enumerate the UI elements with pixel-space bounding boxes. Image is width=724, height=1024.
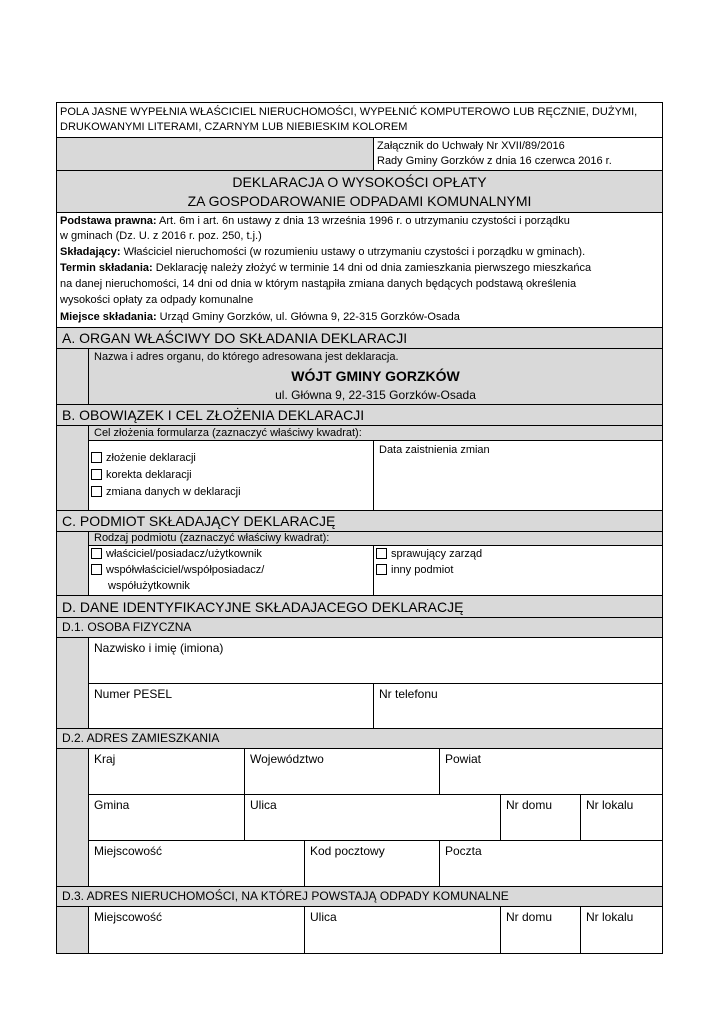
legal-basis-label: Podstawa prawna: [60,215,157,227]
phone-field[interactable] [373,683,663,729]
d1-header [56,617,663,638]
voivodeship-field[interactable] [244,748,440,795]
house-no-field[interactable] [500,794,581,841]
d3-house-no-field[interactable] [500,906,581,954]
d2-title: D.2. ADRES ZAMIESZKANIA [62,731,220,745]
post-office-field[interactable] [439,840,663,887]
attachment-line2: Rady Gminy Gorzków z dnia 16 czerwca 2016 r. [377,155,612,167]
submitter-label: Składający: [60,246,121,258]
option-correction[interactable] [91,468,192,483]
phone-label: Nr telefonu [379,687,438,701]
d3-margin [56,906,89,954]
name-field[interactable] [88,637,663,684]
section-a-title: A. ORGAN WŁAŚCIWY DO SKŁADANIA DEKLARACJI [62,330,408,346]
header-note-line1: POLA JASNE WYPEŁNIA WŁAŚCICIEL NIERUCHOMOŚCI, WYPEŁNIĆ KOMPUTEROWO LUB RĘCZNIE, DUŻYMI, [60,106,638,118]
option-data-change[interactable] [91,485,241,500]
checkbox-other[interactable] [376,564,387,575]
purpose-options-cell [88,440,374,511]
option-co-owner[interactable] [91,563,264,578]
deadline-text-3: wysokości opłaty za odpady komunalne [60,294,254,306]
header-note [56,102,663,138]
place-line [60,310,460,325]
house-no-label: Nr domu [506,798,553,812]
attachment-left-blank [56,137,374,171]
section-a-header [56,327,663,349]
deadline-label: Termin składania: [60,262,153,274]
commune-field[interactable] [88,794,245,841]
place-text: Urząd Gminy Gorzków, ul. Główna 9, 22-315 Gorzków-Osada [159,311,460,323]
deadline-text-2: na danej nieruchomości, 14 dni od dnia w którym nastąpiła zmiana danych będących podstawą określenia [60,278,577,290]
checkbox-owner[interactable] [91,548,102,559]
d1-title: D.1. OSOBA FIZYCZNA [62,620,192,634]
change-date-label: Data zaistnienia zmian [379,444,490,456]
section-d-header [56,595,663,618]
district-label: Powiat [445,752,482,766]
header-note-line2: DRUKOWANYMI LITERAMI, CZARNYM LUB NIEBIESKIM KOLOREM [60,121,408,133]
street-label: Ulica [250,798,277,812]
organ-address: ul. Główna 9, 22-315 Gorzków-Osada [275,388,476,402]
option-manager-label: sprawujący zarząd [391,548,483,560]
district-field[interactable] [439,748,663,795]
d3-street-field[interactable] [304,906,501,954]
purpose-label-cell [88,425,663,441]
d1-margin [56,637,89,729]
option-manager[interactable] [376,547,482,562]
checkbox-submission[interactable] [91,452,102,463]
organ-name: WÓJT GMINY GORZKÓW [291,368,460,384]
title-line1: DEKLARACJA O WYSOKOŚCI OPŁATY [232,174,487,190]
section-b-title: B. OBOWIĄZEK I CEL ZŁOŻENIA DEKLARACJI [62,407,365,423]
d2-header [56,728,663,749]
pesel-field[interactable] [88,683,374,729]
d3-apt-no-label: Nr lokalu [586,910,634,924]
attachment-reference [373,137,663,171]
d3-title: D.3. ADRES NIERUCHOMOŚCI, NA KTÓREJ POWSTAJĄ ODPADY KOMUNALNE [62,889,509,903]
d3-locality-label: Miejscowość [94,910,163,924]
voivodeship-label: Województwo [250,752,324,766]
section-c-header [56,510,663,532]
deadline-line1 [60,261,591,276]
apt-no-field[interactable] [580,794,663,841]
section-a-organ-field [88,348,663,405]
option-owner[interactable] [91,547,262,562]
submitter-line [60,245,585,260]
apt-no-label: Nr lokalu [586,798,634,812]
d3-apt-no-field[interactable] [580,906,663,954]
country-label: Kraj [94,752,116,766]
legal-basis-line1 [60,214,659,229]
d3-street-label: Ulica [310,910,337,924]
locality-label: Miejscowość [94,844,163,858]
pesel-label: Numer PESEL [94,687,173,701]
option-other-label: inny podmiot [391,564,454,576]
option-data-change-label: zmiana danych w deklaracji [106,486,241,498]
section-a-margin [56,348,89,405]
submitter-text: Właściciel nieruchomości (w rozumieniu ustawy o utrzymaniu czystości i porządku w gminach). [123,246,586,258]
name-label: Nazwisko i imię (imiona) [94,641,224,655]
d3-header [56,886,663,907]
postal-code-field[interactable] [304,840,440,887]
locality-field[interactable] [88,840,305,887]
organ-field-label: Nazwa i adres organu, do którego adresowana jest deklaracja. [94,351,399,363]
option-co-owner-label-cont: współużytkownik [108,580,190,592]
option-other[interactable] [376,563,453,578]
attachment-line1: Załącznik do Uchwały Nr XVII/89/2016 [377,140,565,152]
legal-info [56,212,663,328]
title-line2: ZA GOSPODAROWANIE ODPADAMI KOMUNALNYMI [187,193,532,209]
section-d-title: D. DANE IDENTYFIKACYJNE SKŁADAJACEGO DEKLARACJĘ [62,599,464,615]
subject-options-right [373,545,663,596]
country-field[interactable] [88,748,245,795]
post-office-label: Poczta [445,844,482,858]
legal-basis-text-2: w gminach (Dz. U. z 2016 r. poz. 250, t.j.) [60,230,262,242]
section-c-margin [56,531,89,596]
option-submission[interactable] [91,451,196,466]
change-date-field[interactable] [373,440,663,511]
checkbox-correction[interactable] [91,469,102,480]
legal-basis-text-1: Art. 6m i art. 6n ustawy z dnia 13 września 1996 r. o utrzymaniu czystości i porządku [159,215,570,227]
subject-options-left [88,545,374,596]
purpose-label: Cel złożenia formularza (zaznaczyć właściwy kwadrat): [94,427,362,439]
d2-margin [56,748,89,887]
option-co-owner-label: współwłaściciel/współposiadacz/ [106,564,265,576]
checkbox-manager[interactable] [376,548,387,559]
d3-house-no-label: Nr domu [506,910,553,924]
section-b-header [56,404,663,426]
place-label: Miejsce składania: [60,311,157,323]
option-submission-label: złożenie deklaracji [106,452,196,464]
option-owner-label: właściciel/posiadacz/użytkownik [106,548,262,560]
commune-label: Gmina [94,798,130,812]
section-b-margin [56,425,89,511]
option-correction-label: korekta deklaracji [106,469,192,481]
d3-locality-field[interactable] [88,906,305,954]
postal-code-label: Kod pocztowy [310,844,385,858]
subject-type-label-cell [88,531,663,546]
checkbox-co-owner[interactable] [91,564,102,575]
street-field[interactable] [244,794,501,841]
checkbox-data-change[interactable] [91,486,102,497]
form-title [56,170,663,213]
subject-type-label: Rodzaj podmiotu (zaznaczyć właściwy kwadrat): [94,532,330,544]
section-c-title: C. PODMIOT SKŁADAJĄCY DEKLARACJĘ [62,513,336,529]
deadline-text-1: Deklarację należy złożyć w terminie 14 dni od dnia zamieszkania pierwszego mieszkańca [155,262,592,274]
